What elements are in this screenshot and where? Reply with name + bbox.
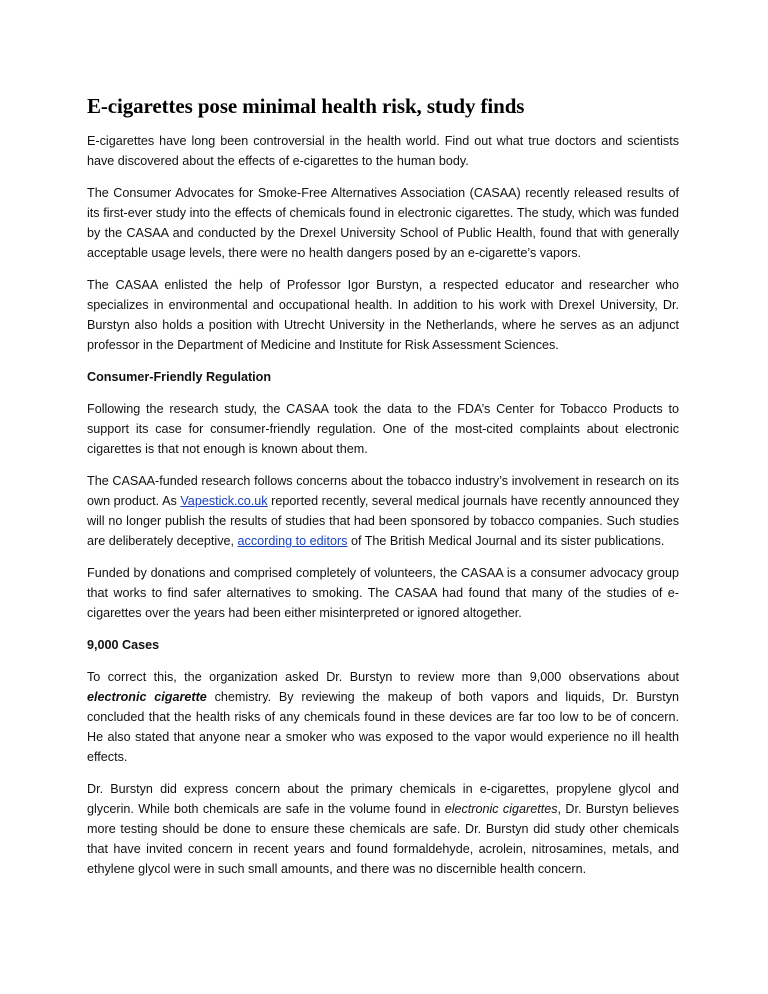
burstyn-bio-paragraph: The CASAA enlisted the help of Professor Igor Burstyn, a respected educator and researcher who specializes in environmental and occupational health. In addition to his work with Drexel University, Dr. Burstyn also holds a position with Utrecht University in the Netherlands, where he serves as an adjunct professor in the Department of Medicine and Institute for Risk Assessment Sciences. [87,278,679,352]
chemicals-concern-paragraph [87,779,679,879]
intro-paragraph: E-cigarettes have long been controversial in the health world. Find out what true doctors and scientists have discovered about the effects of e-cigarettes to the human body. [87,134,679,168]
section-heading-9000-cases: 9,000 Cases [87,638,160,652]
observations-paragraph [87,667,679,767]
fda-paragraph: Following the research study, the CASAA took the data to the FDA’s Center for Tobacco Products to support its case for consumer-friendly regulation. One of the most-cited complaints about electronic cigarettes is that not enough is known about them. [87,402,679,456]
text-segment: reported recently, several medical journals have recently announced they will no longer publish the results of studies that had been sponsored by tobacco companies. Such studies are deliberately deceptive, [87,494,679,548]
text-segment: The CASAA-funded research follows concerns about the tobacco industry’s involvement in research on its own product. As [87,474,679,508]
text-segment: Dr. Burstyn did express concern about the primary chemicals in e-cigarettes, propylene glycol and glycerin. While both chemicals are safe in the volume found in [87,782,679,816]
casaa-study-paragraph: The Consumer Advocates for Smoke-Free Alternatives Association (CASAA) recently released results of its first-ever study into the effects of chemicals found in electronic cigarettes. The study, which was funded by the CASAA and conducted by the Drexel University School of Public Health, found that with generally acceptable usage levels, there were no health dangers posed by an e-cigarette’s vapors. [87,186,679,260]
text-segment: , Dr. Burstyn believes more testing should be done to ensure these chemicals are safe. Dr. Burstyn did study other chemicals that have invited concern in recent years and found formaldehyde, acrolein, nitrosamines, metals, and ethylene glycol were in such small amounts, and there was no discernible health concern. [87,802,679,876]
research-concerns-paragraph [87,471,679,551]
article-title: E-cigarettes pose minimal health risk, study finds [87,94,525,118]
casaa-volunteers-paragraph: Funded by donations and comprised completely of volunteers, the CASAA is a consumer advocacy group that works to find safer alternatives to smoking. The CASAA had found that many of the studies of e-cigarettes over the years had been either misinterpreted or ignored altogether. [87,566,679,620]
emphasis-electronic-cigarette: electronic cigarette [87,690,207,704]
text-segment: To correct this, the organization asked Dr. Burstyn to review more than 9,000 observations about [87,670,679,684]
document-page [87,93,679,891]
text-segment: chemistry. By reviewing the makeup of both vapors and liquids, Dr. Burstyn concluded that the health risks of any chemicals found in these devices are far too low to be of concern. He also stated that anyone near a smoker who was exposed to the vapor would experience no ill health effects. [87,690,679,764]
vapestick-link[interactable]: Vapestick.co.uk [180,494,268,508]
text-segment: of The British Medical Journal and its sister publications. [347,534,665,548]
section-heading-regulation: Consumer-Friendly Regulation [87,370,272,384]
according-to-editors-link[interactable]: according to editors [237,534,348,548]
emphasis-electronic-cigarettes: electronic cigarettes [444,802,558,816]
